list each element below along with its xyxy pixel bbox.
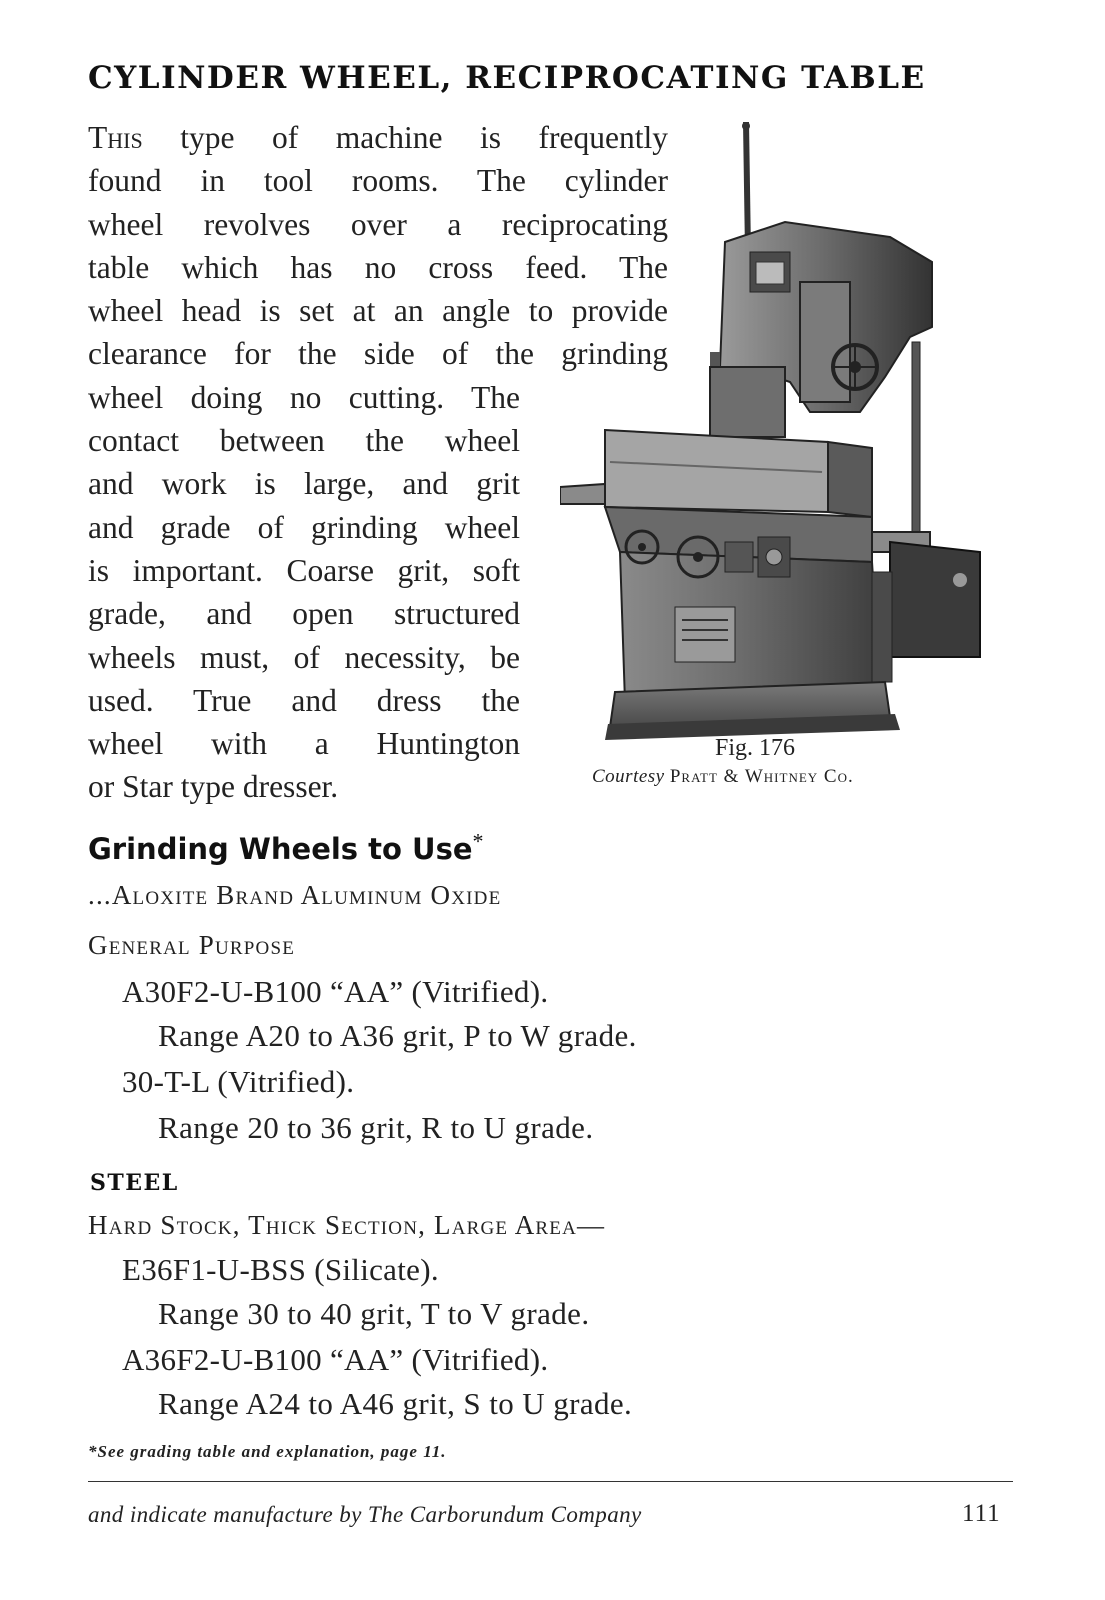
wheel-spec: 30-T-L (Vitrified). — [122, 1064, 355, 1099]
grit-range: Range A20 to A36 grit, P to W grade. — [158, 1018, 637, 1053]
steel-subhead: Hard Stock, Thick Section, Large Area— — [88, 1210, 606, 1240]
intro-line: and grade of grinding wheel — [88, 509, 520, 545]
figure-caption: Fig. 176 — [715, 735, 796, 761]
steel-label: STEEL — [90, 1170, 179, 1196]
intro-line: found in tool rooms. The cylinder — [88, 163, 668, 199]
wheel-spec: A30F2-U-B100 “AA” (Vitrified). — [122, 974, 549, 1009]
page-number: 111 — [962, 1500, 1001, 1527]
general-purpose-label: General Purpose — [88, 930, 296, 960]
intro-line: wheel with a Huntington — [88, 726, 520, 762]
intro-line: contact between the wheel — [88, 423, 520, 459]
intro-line: wheel doing no cutting. The — [88, 379, 520, 415]
intro-first-word: This — [88, 120, 143, 155]
wheel-spec: A36F2-U-B100 “AA” (Vitrified). — [122, 1342, 549, 1377]
intro-line: grade, and open structured — [88, 596, 520, 632]
intro-line: or Star type dresser. — [88, 769, 339, 805]
figure-credit: Courtesy Pratt & Whitney Co. — [592, 766, 854, 787]
footer-text: and indicate manufacture by The Carborundum Company — [88, 1502, 642, 1527]
footnote: *See grading table and explanation, page 11. — [88, 1442, 447, 1461]
intro-line: used. True and dress the — [88, 682, 520, 718]
grit-range: Range A24 to A46 grit, S to U grade. — [158, 1386, 633, 1421]
grit-range: Range 20 to 36 grit, R to U grade. — [158, 1110, 594, 1145]
intro-line: wheel head is set at an angle to provide — [88, 293, 668, 329]
intro-line: wheel revolves over a reciprocating — [88, 206, 668, 242]
wheel-spec: E36F1-U-BSS (Silicate). — [122, 1252, 439, 1287]
intro-line: and work is large, and grit — [88, 466, 520, 502]
intro-line: table which has no cross feed. The — [88, 249, 668, 285]
intro-line: is important. Coarse grit, soft — [88, 552, 520, 588]
section-heading: Grinding Wheels to Use* — [88, 828, 484, 866]
footer-rule — [88, 1481, 1013, 1482]
grit-range: Range 30 to 40 grit, T to V grade. — [158, 1296, 590, 1331]
grinding-machine-photo — [560, 112, 1020, 742]
brand-line: ...Aloxite Brand Aluminum Oxide — [88, 880, 502, 910]
intro-line: clearance for the side of the grinding — [88, 336, 668, 372]
page-title: CYLINDER WHEEL, RECIPROCATING TABLE — [88, 60, 926, 96]
intro-line: wheels must, of necessity, be — [88, 639, 520, 675]
intro-line: This type of machine is frequently — [88, 120, 668, 155]
